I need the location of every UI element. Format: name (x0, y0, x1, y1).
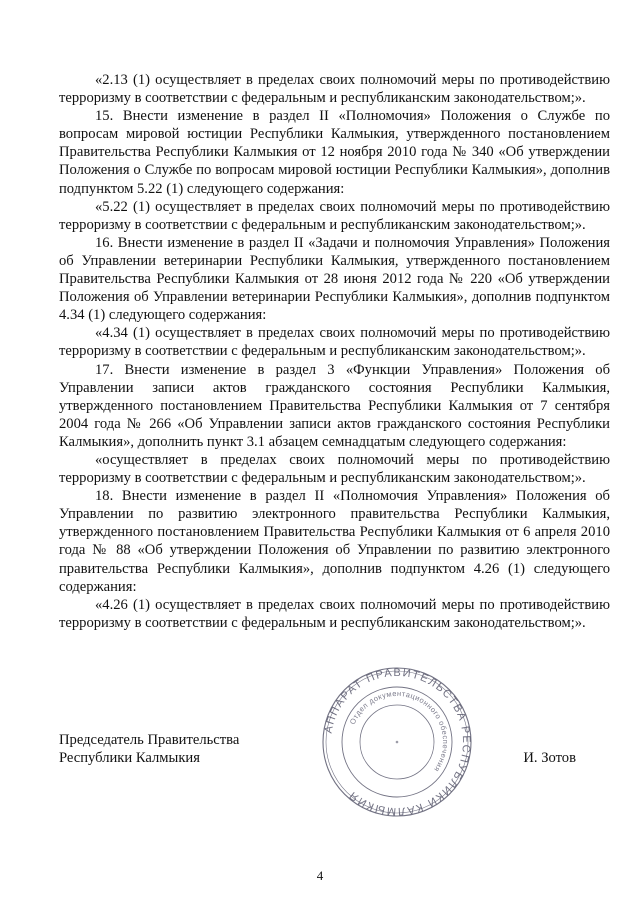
paragraph-4-34-text: «4.34 (1) осуществляет в пределах своих полномочий меры по противодействию терроризму в соответствии с федеральным и республиканским законодательством;». (59, 325, 610, 360)
signatory-name: И. Зотов (523, 750, 576, 766)
paragraph-18: 18. Внести изменение в раздел II «Полномочия Управления» Положения об Управлении по развитию электронного правительства Республики Калмыкия, утвержденного постановлением Правительства Республики Калмыкия от 6 апреля 2010 года № 88 «Об утверждении Положения об Управлении по развитию электронного правительства Республики Калмыкия», дополнив подпунктом 4.26 (1) следующего содержания: (59, 488, 610, 595)
paragraph-15: 15. Внести изменение в раздел II «Полномочия» Положения о Службе по вопросам мировой юстиции Республики Калмыкия, утвержденного постановлением Правительства Республики Калмыкия от 12 ноября 2010 года № 340 «Об утверждении Положения о Службе по вопросам мировой юстиции Республики Калмыкия», дополнив подпунктом 5.22 (1) следующего содержания: (59, 108, 610, 197)
paragraph-5-22-text: «5.22 (1) осуществляет в пределах своих полномочий меры по противодействию терроризму в соответствии с федеральным и республиканским законодательством;». (59, 198, 610, 233)
page-number: 4 (316, 868, 324, 883)
signatory-title-line-2: Республики Калмыкия (59, 750, 200, 766)
paragraph-3-1-text: «осуществляет в пределах своих полномочий меры по противодействию терроризму в соответствии с федеральным и республиканским законодательством;». (59, 451, 610, 487)
stamp-inner-text: Отдел документационного обеспечения (347, 688, 451, 774)
signatory-title-line-1: Председатель Правительства (59, 732, 240, 748)
paragraph-2-13-text: «2.13 (1) осуществляет в пределах своих полномочий меры по противодействию терроризму в соответствии с федеральным и республиканским законодательством;». (59, 72, 610, 107)
document-body (59, 71, 610, 632)
paragraph-17: 17. Внести изменение в раздел 3 «Функции Управления» Положения об Управлении записи актов гражданского состояния Республики Калмыкия, утвержденного постановлением Правительства Республики Калмыкия от 7 сентября 2004 года № 266 «Об Управлении записи актов гражданского состояния Республики Калмыкия», дополнить пункт 3.1 абзацем семнадцатым следующего содержания: (59, 361, 610, 450)
paragraph-16: 16. Внести изменение в раздел II «Задачи и полномочия Управления» Положения об Управлении ветеринарии Республики Калмыкия, утвержденного постановлением Правительства Республики Калмыкия от 28 июня 2012 года № 220 «Об утверждении Положения об Управлении ветеринарии Республики Калмыкия», дополнив подпунктом 4.34 (1) следующего содержания: (59, 234, 610, 324)
paragraph-4-26-text: «4.26 (1) осуществляет в пределах своих полномочий меры по противодействию терроризму в соответствии с федеральным и республиканским законодательством;». (59, 596, 610, 631)
stamp-outer-text: АППАРАТ ПРАВИТЕЛЬСТВА РЕСПУБЛИКИ КАЛМЫКИЯ (322, 666, 473, 818)
signature-block (59, 731, 610, 767)
